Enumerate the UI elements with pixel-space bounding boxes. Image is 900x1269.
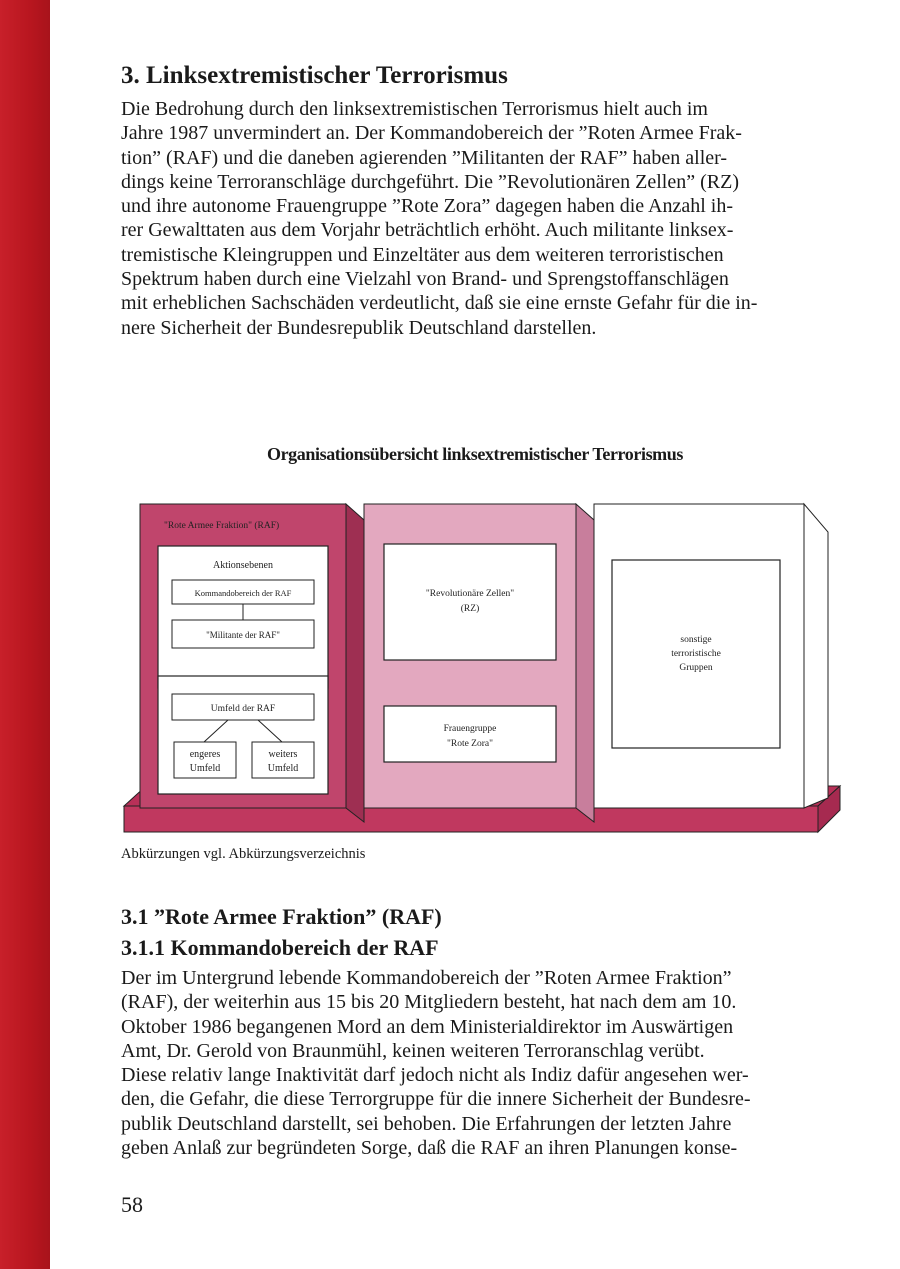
engeres-umfeld-line2: Umfeld bbox=[189, 763, 221, 774]
paragraph-line: Die Bedrohung durch den linksextremistischen Terrorismus hielt auch im bbox=[121, 98, 708, 120]
paragraph-line: mit erheblichen Sachschäden verdeutlicht, daß sie eine ernste Gefahr für die in- bbox=[121, 292, 758, 315]
paragraph-line: publik Deutschland darstellt, sei behoben. Die Erfahrungen der letzten Jahre bbox=[121, 1112, 732, 1135]
paragraph-line: tremistische Kleingruppen und Einzeltäter aus dem weiteren terroristischen bbox=[121, 243, 724, 266]
paragraph-line: Oktober 1986 begangenen Mord an dem Ministerialdirektor im Auswärtigen bbox=[121, 1015, 734, 1038]
page-spine-band bbox=[0, 0, 50, 1269]
section-title: 3. Linksextremistischer Terrorismus bbox=[121, 62, 508, 89]
paragraph-line: Der im Untergrund lebende Kommandobereich der ”Roten Armee Fraktion” bbox=[121, 967, 732, 989]
subsubsection-heading: 3.1.1 Kommandobereich der RAF bbox=[121, 935, 439, 960]
umfeld-label: Umfeld der RAF bbox=[210, 704, 276, 714]
raf-paragraph bbox=[121, 966, 841, 1160]
base-platform-front bbox=[124, 806, 818, 832]
militante-label: "Militante der RAF" bbox=[206, 630, 280, 640]
paragraph-line: und ihre autonome Frauengruppe ”Rote Zora” dagegen haben die Anzahl ih- bbox=[121, 195, 734, 218]
other-block-side bbox=[804, 504, 828, 808]
paragraph-line: geben Anlaß zur begründeten Sorge, daß die RAF an ihren Planungen konse- bbox=[121, 1137, 738, 1160]
other-groups-line2: terroristische bbox=[671, 649, 721, 659]
kommandobereich-label: Kommandobereich der RAF bbox=[194, 588, 292, 598]
paragraph-line: nere Sicherheit der Bundesrepublik Deutschland darstellen. bbox=[121, 316, 597, 339]
diagram-title: Organisationsübersicht linksextremistischer Terrorismus bbox=[266, 444, 683, 464]
raf-label: "Rote Armee Fraktion" (RAF) bbox=[164, 521, 280, 531]
rz-box bbox=[384, 544, 556, 660]
organisation-diagram bbox=[118, 498, 848, 838]
intro-paragraph bbox=[121, 97, 841, 340]
rz-label-line1: "Revolutionäre Zellen" bbox=[425, 589, 515, 599]
subsection-heading: 3.1 ”Rote Armee Fraktion” (RAF) bbox=[121, 904, 442, 929]
weiteres-umfeld-line2: Umfeld bbox=[267, 763, 299, 774]
rz-block-side bbox=[576, 504, 594, 822]
paragraph-line: den, die Gefahr, die diese Terrorgruppe für die innere Sicherheit der Bundesre- bbox=[121, 1088, 751, 1111]
aktionsebenen-label: Aktionsebenen bbox=[213, 560, 273, 571]
other-groups-line3: Gruppen bbox=[679, 663, 713, 673]
diagram-caption: Abkürzungen vgl. Abkürzungsverzeichnis bbox=[121, 846, 366, 862]
other-groups-line1: sonstige bbox=[680, 635, 712, 645]
paragraph-line: Spektrum haben durch eine Vielzahl von Brand- und Sprengstoffanschlägen bbox=[121, 268, 729, 291]
paragraph-line: rer Gewalttaten aus dem Vorjahr beträchtlich erhöht. Auch militante linksex- bbox=[121, 219, 734, 242]
paragraph-line: dings keine Terroranschläge durchgeführt. Die ”Revolutionären Zellen” (RZ) bbox=[121, 170, 739, 193]
rote-zora-line2: "Rote Zora" bbox=[446, 739, 494, 749]
weiteres-umfeld-line1: weiters bbox=[268, 749, 298, 760]
engeres-umfeld-line1: engeres bbox=[189, 749, 221, 760]
page-number: 58 bbox=[121, 1192, 143, 1217]
paragraph-line: Jahre 1987 unvermindert an. Der Kommandobereich der ”Roten Armee Frak- bbox=[121, 122, 742, 145]
raf-block-side bbox=[346, 504, 364, 822]
rote-zora-line1: Frauengruppe bbox=[443, 724, 497, 734]
paragraph-line: (RAF), der weiterhin aus 15 bis 20 Mitgliedern besteht, hat nach dem am 10. bbox=[121, 991, 737, 1014]
paragraph-line: tion” (RAF) und die daneben agierenden ”Militanten der RAF” haben aller- bbox=[121, 146, 728, 169]
rz-label-line2: (RZ) bbox=[460, 604, 480, 614]
paragraph-line: Amt, Dr. Gerold von Braunmühl, keinen weiteren Terroranschlag verübt. bbox=[121, 1039, 705, 1062]
paragraph-line: Diese relativ lange Inaktivität darf jedoch nicht als Indiz dafür angesehen wer- bbox=[121, 1064, 749, 1087]
rote-zora-box bbox=[384, 706, 556, 762]
